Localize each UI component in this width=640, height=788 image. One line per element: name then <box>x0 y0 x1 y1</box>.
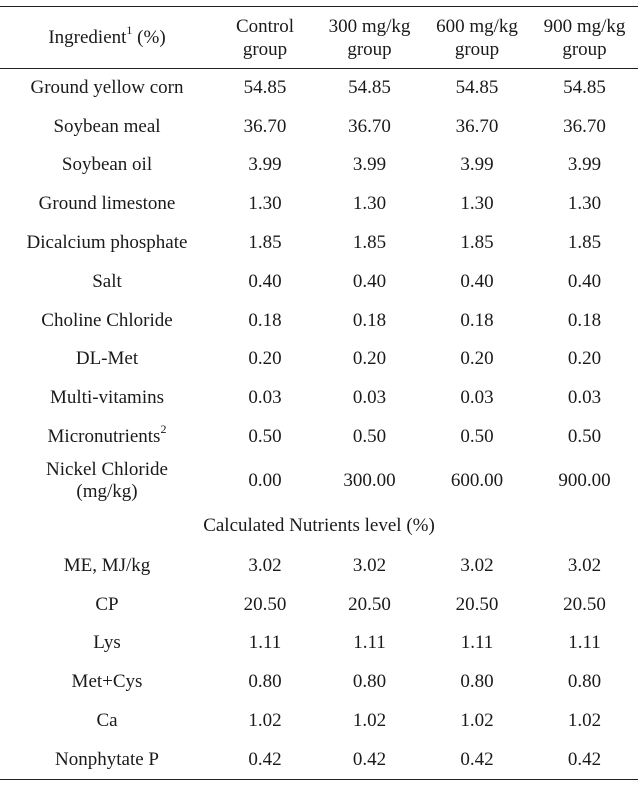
header-ingredient-unit: (%) <box>132 27 166 48</box>
value-cell: 1.85 <box>352 232 387 254</box>
value-cell: 54.85 <box>243 77 287 99</box>
header-col-1-line1: Control <box>235 15 295 37</box>
value-cell: 0.40 <box>567 270 602 292</box>
value-cell: 0.50 <box>248 426 282 448</box>
table-row <box>0 740 638 779</box>
table-body <box>0 69 638 780</box>
value-cell: 54.85 <box>563 77 606 99</box>
table-row <box>0 456 638 506</box>
value-cell: 36.70 <box>348 115 391 137</box>
value-cell: 0.80 <box>567 671 602 693</box>
value-cell: 0.20 <box>460 348 494 370</box>
value-cell: 1.02 <box>460 710 494 732</box>
header-col-2-line2: group <box>347 38 392 60</box>
value-cell: 0.03 <box>460 387 494 409</box>
ingredient-name: Nickel Chloride <box>46 459 168 481</box>
row-label: CP <box>95 593 119 615</box>
value-cell: 0.80 <box>352 671 387 693</box>
value-cell: 1.30 <box>567 193 602 215</box>
value-cell: 1.11 <box>248 632 282 654</box>
value-cell: 3.02 <box>567 554 602 576</box>
header-col-3-line2: group <box>454 38 500 60</box>
value-cell: 0.50 <box>460 426 494 448</box>
ingredient-name: Multi-vitamins <box>50 387 164 409</box>
header-ingredient <box>0 7 214 69</box>
value-cell: 3.99 <box>567 154 602 176</box>
row-label <box>0 69 214 108</box>
value-cell: 54.85 <box>455 77 499 99</box>
value-cell: 3.02 <box>248 554 282 576</box>
footnote-marker: 2 <box>160 421 167 436</box>
header-ingredient-footnote: 1 <box>126 22 133 37</box>
value-cell: 0.03 <box>248 387 282 409</box>
value-cell: 0.50 <box>567 426 602 448</box>
value-cell: 0.40 <box>460 270 494 292</box>
table-row <box>0 418 638 457</box>
value-cell: 0.18 <box>567 309 602 331</box>
header-ingredient-label: Ingredient <box>48 27 127 48</box>
row-label <box>0 301 214 340</box>
ingredient-name: Ground limestone <box>38 193 176 215</box>
ingredient-name: Ground yellow corn <box>30 77 184 99</box>
value-cell: 0.18 <box>352 309 387 331</box>
value-cell: 0.20 <box>352 348 387 370</box>
table-row <box>0 146 638 185</box>
ingredient-name: Micronutrients <box>47 426 161 448</box>
table-row <box>0 379 638 418</box>
value-cell: 3.99 <box>460 154 494 176</box>
row-label <box>0 107 214 146</box>
ingredient-name: Soybean meal <box>53 115 161 137</box>
row-label <box>0 379 214 418</box>
ingredient-unit: (mg/kg) <box>76 481 138 503</box>
header-col-2-line1: 300 mg/kg <box>328 15 411 37</box>
value-cell: 0.18 <box>460 309 494 331</box>
value-cell: 3.99 <box>248 154 282 176</box>
diet-composition-table <box>0 6 638 780</box>
ingredient-name: Choline Chloride <box>41 309 173 331</box>
section-title: Calculated Nutrients level (%) <box>203 515 435 537</box>
table-row <box>0 224 638 263</box>
row-label: Lys <box>93 632 121 654</box>
value-cell: 1.11 <box>353 632 386 654</box>
row-label <box>0 340 214 379</box>
value-cell: 0.18 <box>248 309 282 331</box>
value-cell: 0.40 <box>352 270 387 292</box>
value-cell: 54.85 <box>348 77 391 99</box>
value-cell: 36.70 <box>243 115 287 137</box>
value-cell: 0.20 <box>567 348 602 370</box>
ingredient-name: Salt <box>92 270 122 292</box>
row-label: ME, MJ/kg <box>63 554 151 576</box>
value-cell: 20.50 <box>348 593 391 615</box>
table-row <box>0 702 638 741</box>
row-label: Ca <box>96 710 118 732</box>
value-cell: 3.99 <box>352 154 387 176</box>
value-cell: 0.20 <box>248 348 282 370</box>
value-cell: 1.02 <box>567 710 602 732</box>
row-label <box>0 456 214 506</box>
value-cell: 0.03 <box>567 387 602 409</box>
value-cell: 0.80 <box>248 671 282 693</box>
value-cell: 1.30 <box>248 193 282 215</box>
table-row <box>0 262 638 301</box>
header-600-group <box>423 7 531 69</box>
value-cell: 1.11 <box>568 632 601 654</box>
row-label <box>0 418 214 457</box>
header-control-group <box>214 7 316 69</box>
value-cell: 0.42 <box>423 740 531 779</box>
header-col-4-line2: group <box>562 38 607 60</box>
table-row <box>0 624 638 663</box>
value-cell: 0.42 <box>214 740 316 779</box>
value-cell: 1.85 <box>460 232 494 254</box>
value-cell: 1.30 <box>352 193 387 215</box>
value-cell: 1.11 <box>460 632 494 654</box>
ingredient-name: Soybean oil <box>61 154 153 176</box>
value-cell: 900.00 <box>558 470 611 492</box>
value-cell: 0.42 <box>316 740 423 779</box>
value-cell: 1.02 <box>248 710 282 732</box>
value-cell: 300.00 <box>343 470 396 492</box>
value-cell: 0.40 <box>248 270 282 292</box>
table-row <box>0 546 638 585</box>
value-cell: 1.30 <box>460 193 494 215</box>
value-cell: 1.85 <box>567 232 602 254</box>
value-cell: 20.50 <box>563 593 606 615</box>
header-col-1-line2: group <box>242 38 288 60</box>
value-cell: 3.02 <box>460 554 494 576</box>
value-cell: 0.42 <box>531 740 638 779</box>
row-label <box>0 146 214 185</box>
row-label <box>0 262 214 301</box>
row-label <box>0 224 214 263</box>
table-header-row <box>0 7 638 69</box>
table-row <box>0 340 638 379</box>
value-cell: 0.80 <box>460 671 494 693</box>
value-cell: 0.50 <box>352 426 387 448</box>
row-label: Met+Cys <box>71 671 143 693</box>
header-900-group <box>531 7 638 69</box>
value-cell: 1.85 <box>248 232 282 254</box>
value-cell: 20.50 <box>243 593 287 615</box>
value-cell: 0.03 <box>352 387 387 409</box>
ingredient-name: Dicalcium phosphate <box>26 232 188 254</box>
value-cell: 600.00 <box>450 470 504 492</box>
value-cell: 0.00 <box>248 470 282 492</box>
header-col-4-line1: 900 mg/kg <box>543 15 626 37</box>
table-row <box>0 107 638 146</box>
table-row <box>0 585 638 624</box>
table-row <box>0 663 638 702</box>
value-cell: 3.02 <box>352 554 387 576</box>
table-row <box>0 301 638 340</box>
row-label: Nonphytate P <box>0 740 214 779</box>
ingredient-name: DL-Met <box>75 348 139 370</box>
row-label <box>0 185 214 224</box>
value-cell: 20.50 <box>455 593 499 615</box>
header-col-3-line1: 600 mg/kg <box>436 15 518 37</box>
value-cell: 36.70 <box>563 115 606 137</box>
table-row <box>0 69 638 108</box>
header-300-group <box>316 7 423 69</box>
value-cell: 36.70 <box>455 115 499 137</box>
value-cell: 1.02 <box>352 710 387 732</box>
section-row <box>0 506 638 546</box>
table-row <box>0 185 638 224</box>
